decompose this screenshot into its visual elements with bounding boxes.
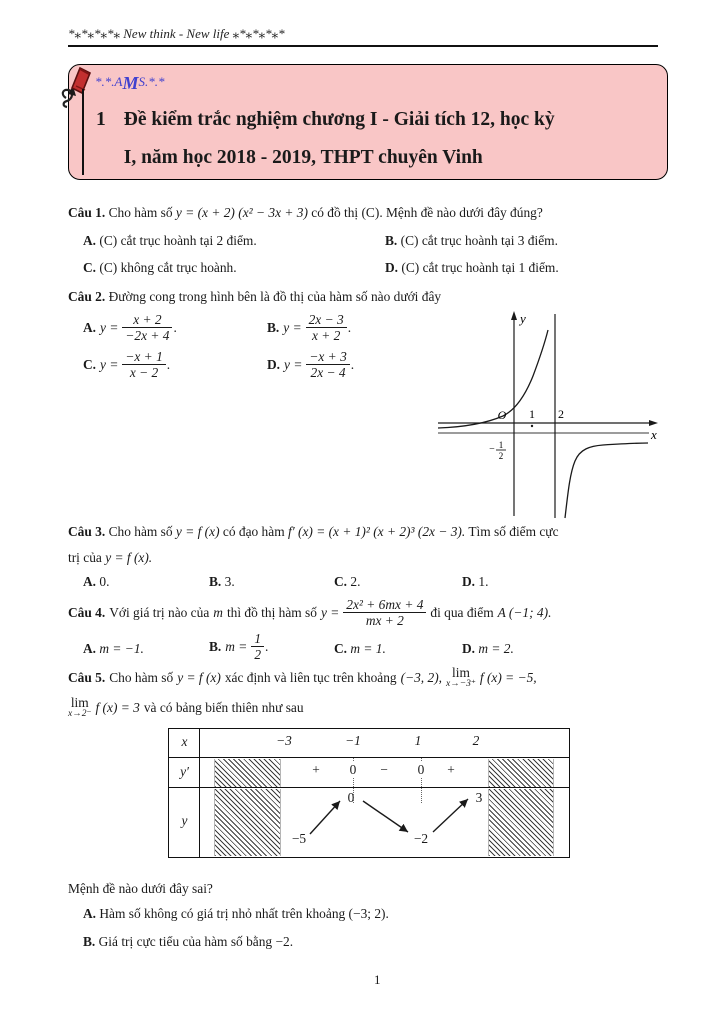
fraction-denominator: 2 bbox=[251, 646, 264, 662]
option-letter: C. bbox=[334, 641, 348, 656]
x-value: −1 bbox=[345, 733, 361, 748]
fraction-numerator: −x + 1 bbox=[125, 349, 163, 364]
fraction-numerator: 2x² + 6mx + 4 bbox=[346, 597, 424, 612]
fraction bbox=[306, 349, 349, 381]
asymptote-label-den: 2 bbox=[498, 451, 504, 461]
hatch-region bbox=[214, 759, 281, 787]
stem-text: đi qua điểm bbox=[430, 604, 494, 620]
option-letter: B. bbox=[385, 233, 398, 248]
stem-math: (−3, 2), bbox=[400, 669, 442, 685]
option-letter: B. bbox=[83, 934, 96, 949]
q3-option-c bbox=[334, 574, 360, 590]
option-letter: C. bbox=[334, 574, 348, 589]
page-number: 1 bbox=[374, 972, 381, 987]
option-math: y = bbox=[283, 319, 302, 335]
arrow-up bbox=[310, 801, 340, 834]
stem-text: có đồ thị (C). Mệnh đề nào dưới đây đúng? bbox=[311, 205, 543, 220]
option-text: m = 2. bbox=[478, 641, 514, 656]
question-4 bbox=[68, 597, 660, 669]
option-text: Giá trị cực tiểu của hàm số bằng −2. bbox=[98, 934, 294, 949]
x-value: −3 bbox=[276, 733, 292, 748]
question-2-stem bbox=[68, 287, 660, 307]
y-axis-arrow bbox=[511, 311, 517, 320]
stem-text: và có bảng biến thiên như sau bbox=[143, 699, 304, 715]
q4-option-c bbox=[334, 641, 386, 657]
q1-option-b bbox=[385, 233, 558, 249]
hatch-region bbox=[488, 759, 554, 787]
option-letter: B. bbox=[267, 319, 280, 335]
q4-option-b bbox=[209, 631, 268, 663]
hyperbola-graph bbox=[437, 310, 665, 520]
option-text: (C) cắt trục hoành tại 1 điểm. bbox=[401, 260, 559, 275]
option-letter: B. bbox=[209, 638, 222, 654]
option-math: y = bbox=[284, 356, 303, 372]
y-value: −5 bbox=[291, 831, 307, 846]
asymptote-label-minus: − bbox=[489, 444, 495, 455]
title-vertical-rule bbox=[82, 89, 84, 175]
stem-text: Cho hàm số bbox=[108, 205, 173, 220]
option-text: 1. bbox=[478, 574, 489, 589]
limit-expression bbox=[446, 666, 476, 690]
origin-label: O bbox=[497, 408, 507, 422]
header-motto: *⁎*⁎*⁎*⁎ New think - New life ⁎*⁎*⁎*⁎* bbox=[68, 26, 285, 41]
question-5-label: Câu 5. bbox=[68, 669, 106, 685]
fraction bbox=[122, 349, 165, 381]
fraction-denominator: x + 2 bbox=[306, 327, 347, 343]
limit-subscript: x→2⁻ bbox=[68, 709, 92, 720]
logo-letter-s: S bbox=[138, 74, 145, 89]
derivative-sign: 0 bbox=[417, 762, 425, 777]
q2-option-c bbox=[83, 349, 170, 381]
stem-math: m bbox=[213, 604, 223, 620]
question-5-followup bbox=[68, 879, 660, 959]
page-title bbox=[124, 101, 555, 177]
x-value: 2 bbox=[472, 733, 480, 748]
stem-text: Đường cong trong hình bên là đồ thị của hàm số nào dưới đây bbox=[108, 289, 442, 304]
q1-option-a bbox=[83, 233, 257, 249]
option-text: 3. bbox=[224, 574, 235, 589]
fraction-denominator: mx + 2 bbox=[343, 612, 426, 628]
question-3-stem-line1 bbox=[68, 522, 660, 542]
limit-operator: lim bbox=[452, 665, 470, 680]
y-value: 3 bbox=[475, 790, 483, 805]
section-number: 1 bbox=[96, 109, 106, 130]
fraction bbox=[251, 631, 264, 663]
limit-subscript: x→−3⁺ bbox=[446, 679, 476, 690]
option-letter: A. bbox=[83, 574, 97, 589]
q2-option-d bbox=[267, 349, 354, 381]
arrow-up bbox=[433, 799, 468, 832]
option-letter: A. bbox=[83, 906, 97, 921]
option-letter: D. bbox=[385, 260, 399, 275]
stem-math: f (x) = 3 bbox=[95, 699, 140, 715]
question-4-stem bbox=[68, 597, 660, 629]
ams-logo bbox=[95, 70, 164, 91]
question-5 bbox=[68, 666, 660, 726]
y-value: 0 bbox=[347, 790, 355, 805]
x-axis-arrow bbox=[649, 420, 658, 426]
question-3 bbox=[68, 522, 660, 594]
q4-option-a bbox=[83, 641, 144, 657]
stem-math: y = f (x). bbox=[105, 550, 153, 565]
tick-label-2: 2 bbox=[558, 407, 564, 421]
option-text: m = −1. bbox=[99, 641, 144, 656]
question-5-stem-line1 bbox=[68, 666, 660, 690]
limit-operator: lim bbox=[70, 694, 89, 710]
variation-table bbox=[168, 728, 570, 858]
q5-option-b bbox=[83, 934, 293, 950]
stem-text: trị của bbox=[68, 550, 102, 565]
q3-option-d bbox=[462, 574, 488, 590]
logo-letter-a: A bbox=[114, 74, 123, 89]
option-math: y = bbox=[100, 319, 119, 335]
q2-option-a bbox=[83, 312, 177, 344]
option-letter: D. bbox=[462, 574, 476, 589]
option-text: Hàm số không có giá trị nhỏ nhất trên khoảng (−3; 2). bbox=[99, 906, 389, 921]
q4-option-d bbox=[462, 641, 514, 657]
variation-arrows bbox=[200, 788, 568, 856]
option-letter: C. bbox=[83, 356, 97, 372]
option-letter: D. bbox=[267, 356, 281, 372]
fraction-numerator: x + 2 bbox=[133, 312, 162, 327]
stem-text: thì đồ thị hàm số bbox=[226, 604, 317, 620]
question-1-label: Câu 1. bbox=[68, 205, 106, 220]
fraction-denominator: x − 2 bbox=[122, 364, 165, 380]
derivative-sign: + bbox=[312, 762, 320, 777]
q3-option-b bbox=[209, 574, 235, 590]
stem-math: y = f (x) bbox=[177, 669, 221, 685]
fraction-denominator: 2x − 4 bbox=[306, 364, 349, 380]
q1-option-c bbox=[83, 260, 237, 276]
fraction bbox=[122, 312, 172, 344]
stem-math: y = bbox=[320, 604, 340, 620]
q1-option-d bbox=[385, 260, 559, 276]
stem-text: có đạo hàm bbox=[222, 524, 285, 539]
stem-math: f (x) = −5, bbox=[479, 669, 537, 685]
q3-option-a bbox=[83, 574, 109, 590]
fraction-numerator: 1 bbox=[254, 631, 262, 646]
q2-option-b bbox=[267, 312, 351, 344]
x-axis-label: x bbox=[651, 427, 657, 442]
option-letter: B. bbox=[209, 574, 222, 589]
logo-prefix: *.*. bbox=[95, 74, 115, 89]
stem-text: Cho hàm số bbox=[108, 524, 173, 539]
fraction bbox=[343, 597, 426, 629]
option-math: y = bbox=[100, 356, 119, 372]
pencil-icon bbox=[59, 59, 97, 109]
question-2-label: Câu 2. bbox=[68, 289, 106, 304]
derivative-sign: − bbox=[380, 762, 388, 777]
asymptote-label-num: 1 bbox=[498, 440, 504, 450]
stem-text: Cho hàm số bbox=[109, 669, 174, 685]
stem-math: f′ (x) = (x + 1)² (x + 2)³ (2x − 3). bbox=[287, 524, 466, 539]
option-letter: A. bbox=[83, 233, 97, 248]
option-letter: D. bbox=[462, 641, 476, 656]
question-5-stem-line2 bbox=[68, 696, 660, 720]
logo-letter-m: M bbox=[122, 73, 139, 93]
option-text: (C) không cắt trục hoành. bbox=[99, 260, 237, 275]
followup-stem: Mệnh đề nào dưới đây sai? bbox=[68, 881, 213, 896]
question-3-stem-line2 bbox=[68, 548, 660, 568]
fraction bbox=[306, 312, 347, 344]
stem-text: Với giá trị nào của bbox=[109, 604, 210, 620]
limit-expression bbox=[68, 696, 91, 720]
question-1-stem bbox=[68, 203, 660, 223]
option-text: m = 1. bbox=[350, 641, 386, 656]
header-rule bbox=[68, 45, 658, 47]
q5-option-a bbox=[83, 906, 389, 922]
question-3-label: Câu 3. bbox=[68, 524, 106, 539]
table-x-label: x bbox=[181, 734, 188, 749]
question-4-label: Câu 4. bbox=[68, 604, 106, 620]
point-marker bbox=[531, 425, 533, 427]
page-title-box bbox=[68, 64, 668, 180]
option-text: . bbox=[173, 319, 177, 335]
table-dy-label: y′ bbox=[180, 764, 189, 779]
derivative-sign: 0 bbox=[349, 762, 357, 777]
option-text: . bbox=[347, 319, 352, 335]
stem-math: A (−1; 4). bbox=[497, 604, 552, 620]
option-text: . bbox=[350, 356, 355, 372]
fraction-numerator: −x + 3 bbox=[309, 349, 347, 364]
option-text: (C) cắt trục hoành tại 2 điểm. bbox=[99, 233, 257, 248]
table-y-label: y bbox=[181, 813, 188, 828]
question-1 bbox=[68, 203, 660, 283]
option-letter: C. bbox=[83, 260, 97, 275]
y-axis-label: y bbox=[520, 311, 526, 326]
derivative-sign: + bbox=[447, 762, 455, 777]
option-text: . bbox=[265, 638, 269, 654]
stem-text: xác định và liên tục trên khoảng bbox=[224, 669, 397, 685]
y-value: −2 bbox=[413, 831, 429, 846]
option-text: (C) cắt trục hoành tại 3 điểm. bbox=[400, 233, 558, 248]
curve-right-branch bbox=[565, 443, 648, 518]
option-text: 0. bbox=[99, 574, 110, 589]
fraction-numerator: 2x − 3 bbox=[308, 312, 344, 327]
logo-suffix: .*.* bbox=[144, 74, 165, 89]
title-line-1: Đề kiểm trắc nghiệm chương I - Giải tích 12, học kỳ bbox=[123, 109, 555, 130]
option-letter: A. bbox=[83, 641, 97, 656]
tick-label-1: 1 bbox=[529, 407, 535, 421]
title-line-2: I, năm học 2018 - 2019, THPT chuyên Vinh bbox=[123, 147, 483, 168]
option-math: m = bbox=[225, 638, 248, 654]
arrow-down bbox=[363, 801, 408, 832]
option-text: . bbox=[166, 356, 171, 372]
stem-math: y = f (x) bbox=[175, 524, 220, 539]
stem-text: Tìm số điểm cực bbox=[468, 524, 559, 539]
option-letter: A. bbox=[83, 319, 97, 335]
option-text: 2. bbox=[350, 574, 361, 589]
x-value: 1 bbox=[414, 733, 422, 748]
fraction-denominator: −2x + 4 bbox=[122, 327, 172, 343]
stem-math: y = (x + 2) (x² − 3x + 3) bbox=[175, 205, 308, 220]
